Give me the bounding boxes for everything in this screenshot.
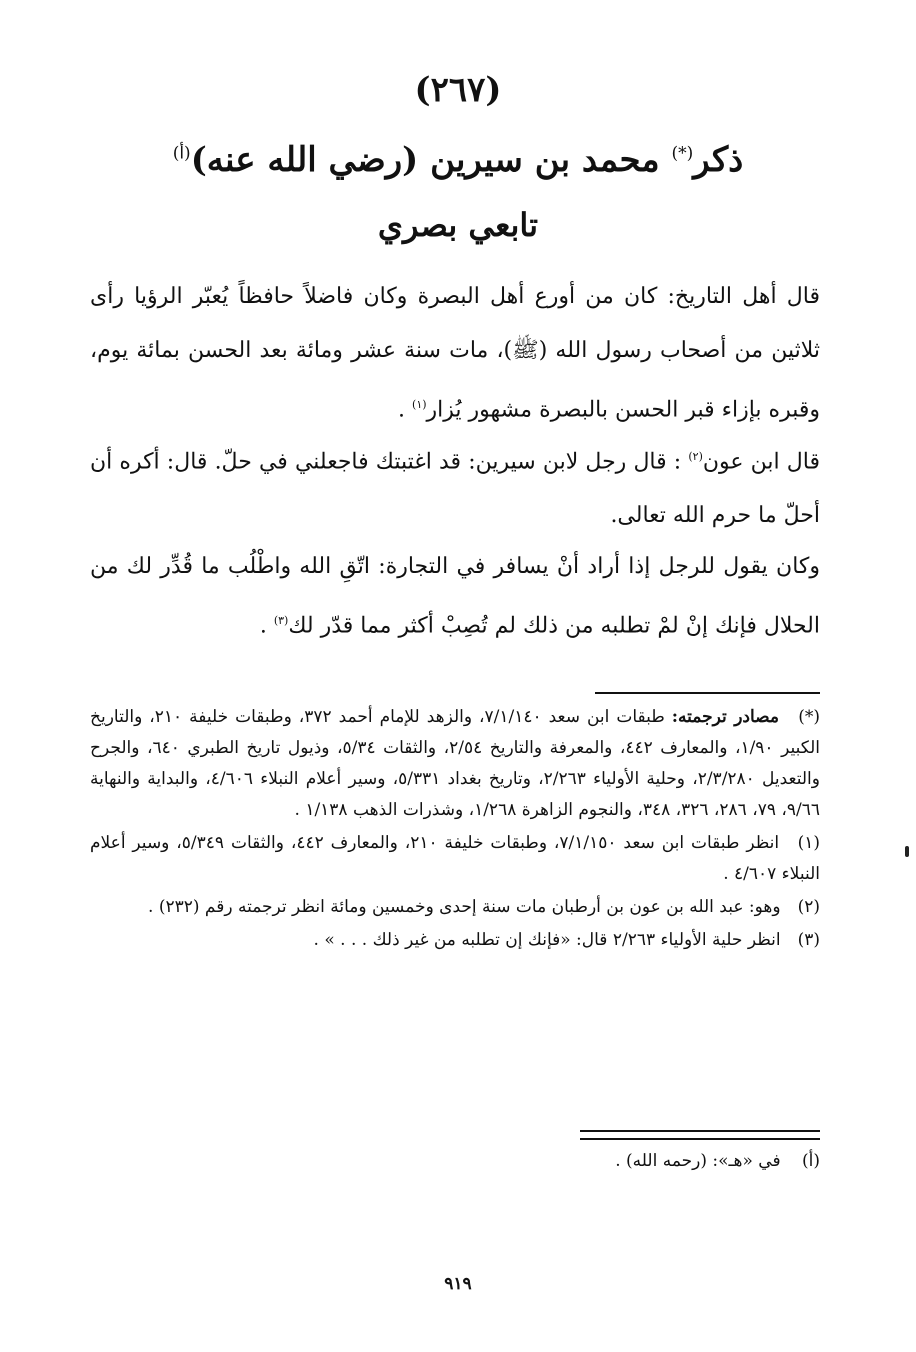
paragraph-trade-advice-text: وكان يقول للرجل إذا أراد أنْ يسافر في التجارة: اتّقِ الله واطْلُب ما قُدِّر لك من الحلال فإنك إنْ لمْ تطلبه من ذلك لم تُصِبْ أكثر مما قدّر لك (90, 554, 820, 639)
variant-note (90, 1146, 820, 1177)
variant-text: في «هـ»: (رحمه الله) . (615, 1151, 781, 1171)
entry-title-word: ذكر (693, 140, 744, 180)
footnote-sources (90, 702, 820, 826)
paragraph-ibn-awn-rest: : قال رجل لابن سيرين: قد اغتبتك فاجعلني في حلّ. قال: أكره أن أحلّ ما حرم الله تعالى. (90, 449, 820, 529)
paragraph-biography (90, 270, 820, 437)
entry-title-source-mark: (*) (671, 143, 694, 164)
footnote-separator (595, 692, 820, 694)
footnote-marker: (١) (797, 833, 821, 853)
paragraph-biography-text: قال أهل التاريخ: كان من أورع أهل البصرة وكان فاضلاً حافظاً يُعبّر الرؤيا رأى ثلاثين من أصحاب رسول الله (ﷺ)، مات سنة عشر ومائة بعد الحسن بمائة يوم، وقبره بإزاء قبر الحسن بالبصرة مشهور يُزار (90, 284, 820, 423)
entry-title-variant-mark: (أ) (172, 143, 191, 164)
footnote-text: وهو: عبد الله بن عون بن أرطبان مات سنة إحدى وخمسين ومائة انظر ترجمته رقم (٢٣٢) . (148, 897, 781, 917)
paragraph-trade-advice-end: . (259, 613, 274, 639)
footnote-ref-3: (٣) (273, 614, 289, 627)
paragraph-ibn-awn (90, 430, 820, 543)
footnote-marker: (٣) (797, 930, 820, 950)
footnote-1 (90, 828, 820, 890)
footnote-ref-1: (١) (412, 398, 427, 411)
entry-title (0, 140, 916, 180)
footnotes (90, 702, 820, 958)
footnote-2 (90, 892, 820, 923)
footnote-3 (90, 925, 820, 956)
entry-number: (٢٦٧) (414, 70, 502, 110)
scan-mark (905, 846, 909, 857)
paragraph-trade-advice (90, 540, 820, 653)
entry-title-name: محمد بن سيرين (رضي الله عنه) (190, 140, 660, 180)
variant-marker: (أ) (802, 1151, 820, 1171)
footnote-ref-2: (٢) (688, 450, 703, 463)
variant-separator (580, 1130, 820, 1140)
entry-subtitle: تابعي بصري (377, 206, 539, 244)
footnote-marker: (٢) (797, 897, 820, 917)
footnote-text: طبقات ابن سعد ٧/١/١٤٠، والزهد للإمام أحمد ٣٧٢، وطبقات خليفة ٢١٠، والتاريخ الكبير ١/٩٠، والمعارف ٤٤٢، والمعرفة والتاريخ ٢/٥٤، والثقات ٥/٣٤، وذيول تاريخ الطبري ٦٤٠، والجرح والتعديل ٢/٣/٢٨٠، وحلية الأولياء ٢/٢٦٣، وتاريخ بغداد ٥/٣٣١، وسير أعلام النبلاء ٤/٦٠٦، والبداية والنهاية ٩/٦٦، ٧٩، ٢٨٦، ٣٢٦، ٣٤٨، والنجوم الزاهرة ١/٢٦٨، وشذرات الذهب ١/١٣٨ . (90, 707, 820, 820)
footnote-text: انظر طبقات ابن سعد ٧/١/١٥٠، وطبقات خليفة ٢١٠، والمعارف ٤٤٢، والثقات ٥/٣٤٩، وسير أعلام النبلاء ٤/٦٠٧ . (90, 833, 820, 884)
footnote-lead: مصادر ترجمته: (671, 707, 780, 727)
page-number: ٩١٩ (444, 1274, 472, 1294)
footnote-text: انظر حلية الأولياء ٢/٢٦٣ قال: «فإنك إن تطلبه من غير ذلك . . . » . (313, 930, 781, 950)
footnote-marker: (*) (798, 707, 820, 727)
paragraph-biography-end: . (398, 397, 413, 423)
paragraph-ibn-awn-start: قال ابن عون (702, 449, 820, 475)
